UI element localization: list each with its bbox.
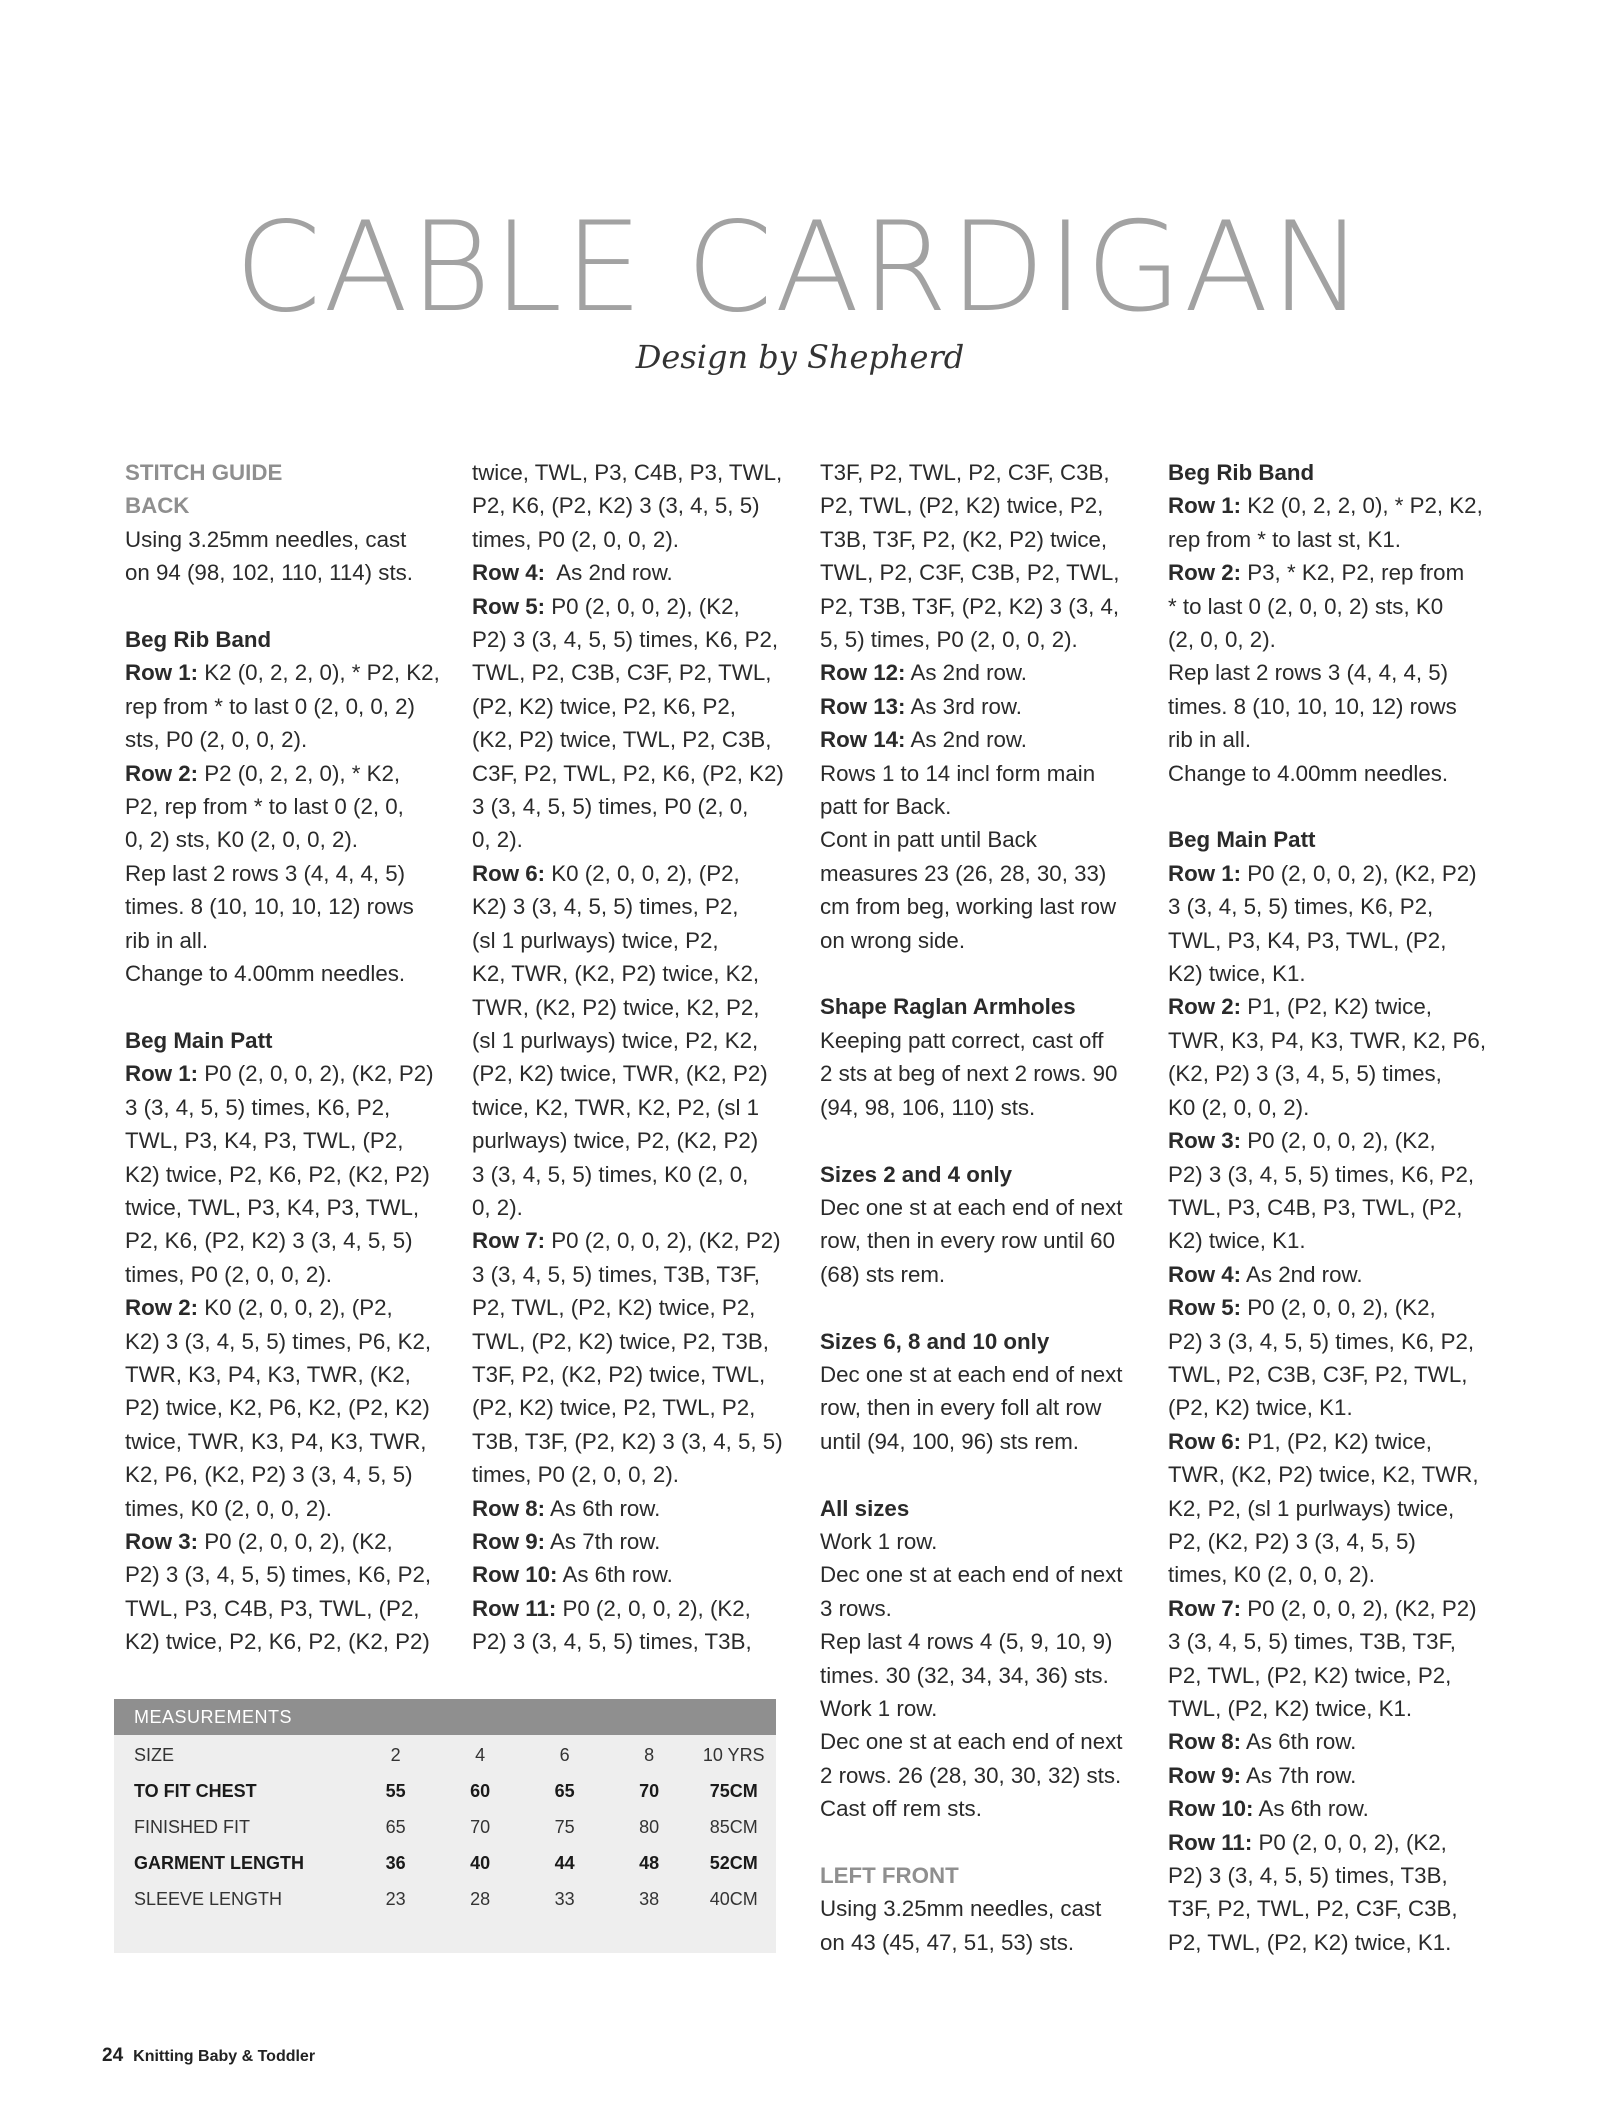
page-number: 24 [102, 2045, 124, 2066]
instruction-line: Dec one st at each end of next [820, 1562, 1123, 1588]
measurement-value: 65 [385, 1816, 406, 1837]
instruction-line: (K2, P2) 3 (3, 4, 5, 5) times, [1168, 1061, 1442, 1087]
measurement-value: 40 [470, 1852, 491, 1873]
section-heading: STITCH GUIDE [125, 460, 283, 485]
instruction-line: TWL, (P2, K2) twice, P2, T3B, [472, 1328, 769, 1354]
instruction-line: 0, 2). [472, 827, 523, 853]
instruction-line: P2) 3 (3, 4, 5, 5) times, K6, P2, [1168, 1328, 1475, 1354]
row-text: K0 (2, 0, 0, 2), (P2, [545, 860, 740, 886]
section-heading: LEFT FRONT [820, 1862, 959, 1888]
measurement-value: 4 [475, 1744, 486, 1765]
sub-heading: All sizes [820, 1495, 910, 1521]
row-label: Row 2: [1168, 994, 1242, 1020]
row-instruction [472, 556, 812, 589]
instruction-line: TWL, P2, C3F, C3B, P2, TWL, [820, 560, 1120, 586]
row-text: K0 (2, 0, 0, 2), (P2, [198, 1295, 393, 1321]
row-label: Row 9: [472, 1529, 546, 1554]
row-text: As 2nd row. [905, 727, 1027, 753]
instruction-line: P2) 3 (3, 4, 5, 5) times, K6, P2, [125, 1562, 432, 1588]
instruction-line: Using 3.25mm needles, cast [820, 1896, 1102, 1922]
instruction-line: P2, T3B, T3F, (P2, K2) 3 (3, 4, [820, 593, 1120, 619]
pattern-column-3 [820, 456, 1160, 1959]
spacer [1168, 790, 1508, 823]
row-instruction [820, 723, 1160, 756]
spacer [820, 1124, 1160, 1157]
instruction-line: C3F, P2, TWL, P2, K6, (P2, K2) [472, 760, 784, 786]
designer-byline: Design by Shepherd [635, 338, 965, 376]
instruction-line: rep from * to last 0 (2, 0, 0, 2) [125, 693, 415, 719]
row-instruction [472, 1492, 812, 1525]
row-label: Row 4: [1168, 1261, 1242, 1287]
instruction-line: TWL, P2, C3B, C3F, P2, TWL, [1168, 1361, 1468, 1387]
instruction-line: K2) twice, K1. [1168, 961, 1306, 987]
row-instruction [125, 1057, 465, 1090]
instruction-line: (P2, K2) twice, TWR, (K2, P2) [472, 1061, 768, 1087]
instruction-line: P2) twice, K2, P6, K2, (P2, K2) [125, 1395, 430, 1421]
spacer [125, 990, 465, 1023]
row-label: Row 6: [472, 860, 546, 886]
measurement-value: 48 [639, 1852, 660, 1873]
instruction-line: Using 3.25mm needles, cast [125, 526, 407, 552]
row-instruction [125, 1291, 465, 1324]
row-text: As 2nd row. [545, 560, 673, 586]
row-instruction [472, 1224, 812, 1257]
row-instruction [472, 1525, 812, 1558]
instruction-line: 3 (3, 4, 5, 5) times, K6, P2, [125, 1094, 391, 1120]
spacer [820, 957, 1160, 990]
measurement-value: 28 [470, 1888, 491, 1909]
row-label: Row 8: [1168, 1729, 1242, 1755]
instruction-line: 3 (3, 4, 5, 5) times, K6, P2, [1168, 894, 1434, 920]
instruction-line: P2) 3 (3, 4, 5, 5) times, T3B, [1168, 1863, 1448, 1889]
row-text: As 3rd row. [905, 693, 1022, 719]
row-text: P1, (P2, K2) twice, [1241, 994, 1432, 1020]
row-label: Row 8: [472, 1495, 546, 1521]
page-title: CABLE CARDIGAN [234, 196, 1366, 340]
measurements-table [114, 1699, 776, 1953]
row-label: Row 11: [472, 1595, 557, 1621]
row-label: Row 11: [1168, 1829, 1253, 1855]
row-label: Row 13: [820, 693, 906, 719]
row-text: P0 (2, 0, 0, 2), (K2, [1252, 1829, 1447, 1855]
pattern-column-1 [125, 456, 465, 1659]
row-instruction [1168, 489, 1508, 522]
instruction-line: on 94 (98, 102, 110, 114) sts. [125, 560, 413, 586]
row-label: Row 9: [1168, 1762, 1242, 1788]
instruction-line: 2 sts at beg of next 2 rows. 90 [820, 1061, 1118, 1087]
row-text: P0 (2, 0, 0, 2), (K2, [1241, 1295, 1436, 1321]
row-instruction [1168, 1258, 1508, 1291]
instruction-line: TWL, P3, K4, P3, TWL, (P2, [1168, 927, 1447, 953]
row-text: As 7th row. [545, 1529, 661, 1554]
instruction-line: TWL, P3, C4B, P3, TWL, (P2, [125, 1595, 420, 1621]
row-instruction [1168, 857, 1508, 890]
instruction-line: 3 (3, 4, 5, 5) times, T3B, T3F, [472, 1261, 760, 1287]
row-text: As 6th row. [1253, 1796, 1369, 1822]
instruction-line: Keeping patt correct, cast off [820, 1027, 1104, 1053]
row-instruction [125, 656, 465, 689]
instruction-line: 5, 5) times, P0 (2, 0, 0, 2). [820, 627, 1078, 653]
instruction-line: on 43 (45, 47, 51, 53) sts. [820, 1929, 1075, 1955]
row-text: K2 (0, 2, 2, 0), * P2, K2, [198, 660, 440, 686]
instruction-line: times, P0 (2, 0, 0, 2). [472, 1462, 679, 1488]
row-label: Row 3: [1168, 1128, 1242, 1154]
instruction-line: TWR, (K2, P2) twice, K2, P2, [472, 994, 760, 1020]
sub-heading: Sizes 2 and 4 only [820, 1161, 1013, 1187]
instruction-line: row, then in every foll alt row [820, 1395, 1102, 1421]
row-instruction [472, 1558, 812, 1591]
instruction-line: 0, 2). [472, 1194, 523, 1220]
row-label: Row 4: [472, 560, 546, 586]
instruction-line: Work 1 row. [820, 1528, 938, 1554]
sub-heading: Beg Rib Band [1168, 460, 1315, 485]
instruction-line: P2, TWL, (P2, K2) twice, P2, [820, 493, 1104, 519]
instruction-line: TWR, K3, P4, K3, TWR, K2, P6, [1168, 1027, 1487, 1053]
instruction-line: TWL, (P2, K2) twice, K1. [1168, 1696, 1413, 1722]
row-label: Row 1: [1168, 493, 1242, 519]
measurement-label: FINISHED FIT [134, 1816, 250, 1837]
instruction-line: P2, TWL, (P2, K2) twice, P2, [1168, 1662, 1452, 1688]
instruction-line: (P2, K2) twice, P2, K6, P2, [472, 693, 736, 719]
measurement-row [114, 1845, 776, 1881]
row-instruction [1168, 1792, 1508, 1825]
measurement-value: 23 [385, 1888, 406, 1909]
instruction-line: TWR, (K2, P2) twice, K2, TWR, [1168, 1462, 1479, 1488]
pattern-column-4 [1168, 456, 1508, 1959]
row-instruction [1168, 1291, 1508, 1324]
row-label: Row 10: [472, 1562, 558, 1588]
instruction-line: K2) twice, P2, K6, P2, (K2, P2) [125, 1629, 430, 1655]
instruction-line: (P2, K2) twice, P2, TWL, P2, [472, 1395, 756, 1421]
instruction-line: K2, P2, (sl 1 purlways) twice, [1168, 1495, 1455, 1521]
instruction-line: P2, K6, (P2, K2) 3 (3, 4, 5, 5) [472, 493, 760, 519]
instruction-line: Dec one st at each end of next [820, 1361, 1123, 1387]
measurement-value: 75 [554, 1816, 575, 1837]
row-instruction [820, 690, 1160, 723]
row-instruction [1168, 990, 1508, 1023]
row-text: As 6th row. [1241, 1729, 1357, 1755]
instruction-line: Dec one st at each end of next [820, 1729, 1123, 1755]
row-text: P0 (2, 0, 0, 2), (K2, [556, 1595, 751, 1621]
row-text: K2 (0, 2, 2, 0), * P2, K2, [1241, 493, 1483, 519]
instruction-line: P2) 3 (3, 4, 5, 5) times, K6, P2, [472, 627, 779, 653]
row-instruction [125, 1525, 465, 1558]
measurement-value: 6 [559, 1744, 570, 1765]
measurement-row [114, 1773, 776, 1809]
instruction-line: Rows 1 to 14 incl form main [820, 760, 1096, 786]
instruction-line: times, P0 (2, 0, 0, 2). [472, 526, 679, 552]
measurement-row [114, 1737, 776, 1773]
measurement-value: 38 [639, 1888, 660, 1909]
measurement-value: 10 YRS [702, 1744, 765, 1765]
row-text: P2 (0, 2, 2, 0), * K2, [198, 760, 401, 786]
instruction-line: T3B, T3F, (P2, K2) 3 (3, 4, 5, 5) [472, 1428, 783, 1454]
row-instruction [472, 857, 812, 890]
row-text: P0 (2, 0, 0, 2), (K2, P2) [1241, 1595, 1477, 1621]
instruction-line: row, then in every row until 60 [820, 1228, 1115, 1254]
measurement-label: GARMENT LENGTH [134, 1852, 304, 1873]
instruction-line: TWL, P3, C4B, P3, TWL, (P2, [1168, 1194, 1463, 1220]
instruction-line: Rep last 4 rows 4 (5, 9, 10, 9) [820, 1629, 1113, 1655]
row-text: P3, * K2, P2, rep from [1241, 560, 1465, 586]
instruction-line: P2, rep from * to last 0 (2, 0, [125, 794, 404, 820]
instruction-line: patt for Back. [820, 794, 952, 820]
row-text: As 2nd row. [905, 660, 1027, 686]
row-text: P0 (2, 0, 0, 2), (K2, [198, 1528, 393, 1554]
row-label: Row 5: [1168, 1295, 1242, 1321]
row-label: Row 14: [820, 727, 906, 753]
row-instruction [1168, 1592, 1508, 1625]
sub-heading: Shape Raglan Armholes [820, 994, 1076, 1020]
row-label: Row 2: [125, 760, 199, 786]
instruction-line: K0 (2, 0, 0, 2). [1168, 1094, 1310, 1120]
instruction-line: purlways) twice, P2, (K2, P2) [472, 1128, 759, 1154]
instruction-line: Cast off rem sts. [820, 1796, 982, 1822]
row-instruction [1168, 1725, 1508, 1758]
instruction-line: on wrong side. [820, 927, 966, 953]
row-text: P0 (2, 0, 0, 2), (K2, P2) [1241, 860, 1477, 886]
row-text: As 2nd row. [1241, 1261, 1363, 1287]
publication-name: Knitting Baby & Toddler [133, 2048, 316, 2065]
instruction-line: P2, TWL, (P2, K2) twice, K1. [1168, 1929, 1452, 1955]
instruction-line: rep from * to last st, K1. [1168, 526, 1401, 552]
row-instruction [472, 590, 812, 623]
row-text: P0 (2, 0, 0, 2), (K2, P2) [545, 1228, 781, 1254]
instruction-line: cm from beg, working last row [820, 894, 1117, 920]
instruction-line: P2, TWL, (P2, K2) twice, P2, [472, 1295, 756, 1321]
measurement-value: 36 [385, 1852, 406, 1873]
pattern-column-2 [472, 456, 812, 1659]
row-text: P0 (2, 0, 0, 2), (K2, [545, 593, 740, 619]
row-instruction [1168, 1826, 1508, 1859]
instruction-line: K2) twice, K1. [1168, 1228, 1306, 1254]
instruction-line: * to last 0 (2, 0, 0, 2) sts, K0 [1168, 593, 1444, 619]
measurement-value: 70 [470, 1816, 491, 1837]
instruction-line: twice, TWL, P3, C4B, P3, TWL, [472, 460, 783, 485]
row-label: Row 12: [820, 660, 906, 686]
measurement-value: 60 [470, 1780, 491, 1801]
measurements-heading: MEASUREMENTS [114, 1699, 776, 1735]
instruction-line: (68) sts rem. [820, 1261, 946, 1287]
instruction-line: K2) 3 (3, 4, 5, 5) times, P2, [472, 894, 739, 920]
measurement-value: 44 [554, 1852, 575, 1873]
row-text: As 7th row. [1241, 1762, 1357, 1788]
instruction-line: K2, TWR, (K2, P2) twice, K2, [472, 961, 760, 987]
instruction-line: P2, K6, (P2, K2) 3 (3, 4, 5, 5) [125, 1228, 413, 1254]
instruction-line: measures 23 (26, 28, 30, 33) [820, 860, 1107, 886]
row-label: Row 2: [125, 1295, 199, 1321]
row-text: P1, (P2, K2) twice, [1241, 1428, 1432, 1454]
instruction-line: 0, 2) sts, K0 (2, 0, 0, 2). [125, 827, 358, 853]
instruction-line: times. 30 (32, 34, 34, 36) sts. [820, 1662, 1109, 1688]
row-label: Row 6: [1168, 1428, 1242, 1454]
measurement-row [114, 1809, 776, 1845]
measurement-value: 80 [639, 1816, 660, 1837]
instruction-line: times. 8 (10, 10, 10, 12) rows [125, 894, 414, 920]
measurement-value: 40CM [709, 1888, 758, 1909]
instruction-line: times. 8 (10, 10, 10, 12) rows [1168, 693, 1457, 719]
measurement-value: 65 [554, 1780, 575, 1801]
instruction-line: times, K0 (2, 0, 0, 2). [1168, 1562, 1375, 1588]
sub-heading: Beg Main Patt [1168, 827, 1316, 853]
measurement-value: 33 [554, 1888, 575, 1909]
row-label: Row 7: [1168, 1595, 1242, 1621]
instruction-line: twice, K2, TWR, K2, P2, (sl 1 [472, 1094, 760, 1120]
instruction-line: rib in all. [1168, 727, 1252, 753]
instruction-line: T3F, P2, (K2, P2) twice, TWL, [472, 1361, 766, 1387]
spacer [820, 1458, 1160, 1491]
instruction-line: 2 rows. 26 (28, 30, 30, 32) sts. [820, 1762, 1122, 1788]
measurement-value: 8 [644, 1744, 655, 1765]
instruction-line: P2, (K2, P2) 3 (3, 4, 5, 5) [1168, 1528, 1416, 1554]
row-instruction [820, 656, 1160, 689]
instruction-line: times, K0 (2, 0, 0, 2). [125, 1495, 332, 1521]
instruction-line: K2, P6, (K2, P2) 3 (3, 4, 5, 5) [125, 1462, 413, 1488]
instruction-line: 3 (3, 4, 5, 5) times, T3B, T3F, [1168, 1629, 1456, 1655]
section-heading: BACK [125, 493, 190, 519]
instruction-line: T3F, P2, TWL, P2, C3F, C3B, [1168, 1896, 1458, 1922]
row-instruction [1168, 1425, 1508, 1458]
instruction-line: Rep last 2 rows 3 (4, 4, 4, 5) [1168, 660, 1449, 686]
measurement-value: 70 [639, 1780, 660, 1801]
page-footer [102, 2045, 315, 2067]
measurement-value: 55 [385, 1780, 406, 1801]
instruction-line: Cont in patt until Back [820, 827, 1037, 853]
instruction-line: Dec one st at each end of next [820, 1194, 1123, 1220]
instruction-line: 3 (3, 4, 5, 5) times, K0 (2, 0, [472, 1161, 749, 1187]
instruction-line: 3 rows. [820, 1595, 892, 1621]
instruction-line: T3F, P2, TWL, P2, C3F, C3B, [820, 460, 1110, 485]
spacer [820, 1826, 1160, 1859]
instruction-line: K2) 3 (3, 4, 5, 5) times, P6, K2, [125, 1328, 432, 1354]
instruction-line: (2, 0, 0, 2). [1168, 627, 1276, 653]
measurements-grid [114, 1737, 776, 1917]
instruction-line: T3B, T3F, P2, (K2, P2) twice, [820, 526, 1108, 552]
instruction-line: Change to 4.00mm needles. [125, 961, 406, 987]
measurement-label: SIZE [134, 1744, 175, 1765]
measurement-label: SLEEVE LENGTH [134, 1888, 283, 1909]
row-text: As 6th row. [557, 1562, 673, 1588]
instruction-line: 3 (3, 4, 5, 5) times, P0 (2, 0, [472, 794, 749, 820]
instruction-line: times, P0 (2, 0, 0, 2). [125, 1261, 332, 1287]
instruction-line: (sl 1 purlways) twice, P2, [472, 927, 719, 953]
row-text: P0 (2, 0, 0, 2), (K2, [1241, 1128, 1436, 1154]
instruction-line: Change to 4.00mm needles. [1168, 760, 1449, 786]
row-label: Row 1: [1168, 860, 1242, 886]
measurement-row [114, 1881, 776, 1917]
row-label: Row 1: [125, 1061, 199, 1087]
row-instruction [1168, 1759, 1508, 1792]
instruction-line: (P2, K2) twice, K1. [1168, 1395, 1353, 1421]
instruction-line: P2) 3 (3, 4, 5, 5) times, K6, P2, [1168, 1161, 1475, 1187]
instruction-line: Work 1 row. [820, 1695, 938, 1721]
instruction-line: Rep last 2 rows 3 (4, 4, 4, 5) [125, 860, 406, 886]
row-instruction [125, 757, 465, 790]
instruction-line: TWR, K3, P4, K3, TWR, (K2, [125, 1361, 411, 1387]
row-label: Row 1: [125, 660, 199, 686]
row-text: As 6th row. [545, 1495, 661, 1521]
instruction-line: (94, 98, 106, 110) sts. [820, 1094, 1036, 1120]
row-instruction [472, 1592, 812, 1625]
row-label: Row 2: [1168, 560, 1242, 586]
row-label: Row 5: [472, 593, 546, 619]
instruction-line: (K2, P2) twice, TWL, P2, C3B, [472, 727, 772, 753]
spacer [820, 1291, 1160, 1324]
sub-heading: Beg Rib Band [125, 627, 272, 653]
instruction-line: sts, P0 (2, 0, 0, 2). [125, 727, 308, 753]
instruction-line: TWL, P2, C3B, C3F, P2, TWL, [472, 660, 772, 686]
instruction-line: twice, TWL, P3, K4, P3, TWL, [125, 1194, 420, 1220]
sub-heading: Sizes 6, 8 and 10 only [820, 1328, 1050, 1354]
instruction-line: K2) twice, P2, K6, P2, (K2, P2) [125, 1161, 430, 1187]
measurement-value: 75CM [709, 1780, 758, 1801]
instruction-line: twice, TWR, K3, P4, K3, TWR, [125, 1428, 427, 1454]
row-text: P0 (2, 0, 0, 2), (K2, P2) [198, 1061, 434, 1087]
instruction-line: until (94, 100, 96) sts rem. [820, 1428, 1080, 1454]
instruction-line: TWL, P3, K4, P3, TWL, (P2, [125, 1128, 404, 1154]
measurement-label: TO FIT CHEST [134, 1780, 257, 1801]
sub-heading: Beg Main Patt [125, 1027, 273, 1053]
measurement-value: 2 [390, 1744, 401, 1765]
instruction-line: (sl 1 purlways) twice, P2, K2, [472, 1027, 759, 1053]
row-label: Row 3: [125, 1528, 199, 1554]
spacer [125, 590, 465, 623]
row-label: Row 10: [1168, 1796, 1254, 1822]
measurement-value: 85CM [709, 1816, 758, 1837]
row-instruction [1168, 556, 1508, 589]
instruction-line: rib in all. [125, 927, 209, 953]
row-instruction [1168, 1124, 1508, 1157]
measurement-value: 52CM [709, 1852, 758, 1873]
row-label: Row 7: [472, 1228, 546, 1254]
instruction-line: P2) 3 (3, 4, 5, 5) times, T3B, [472, 1629, 752, 1655]
